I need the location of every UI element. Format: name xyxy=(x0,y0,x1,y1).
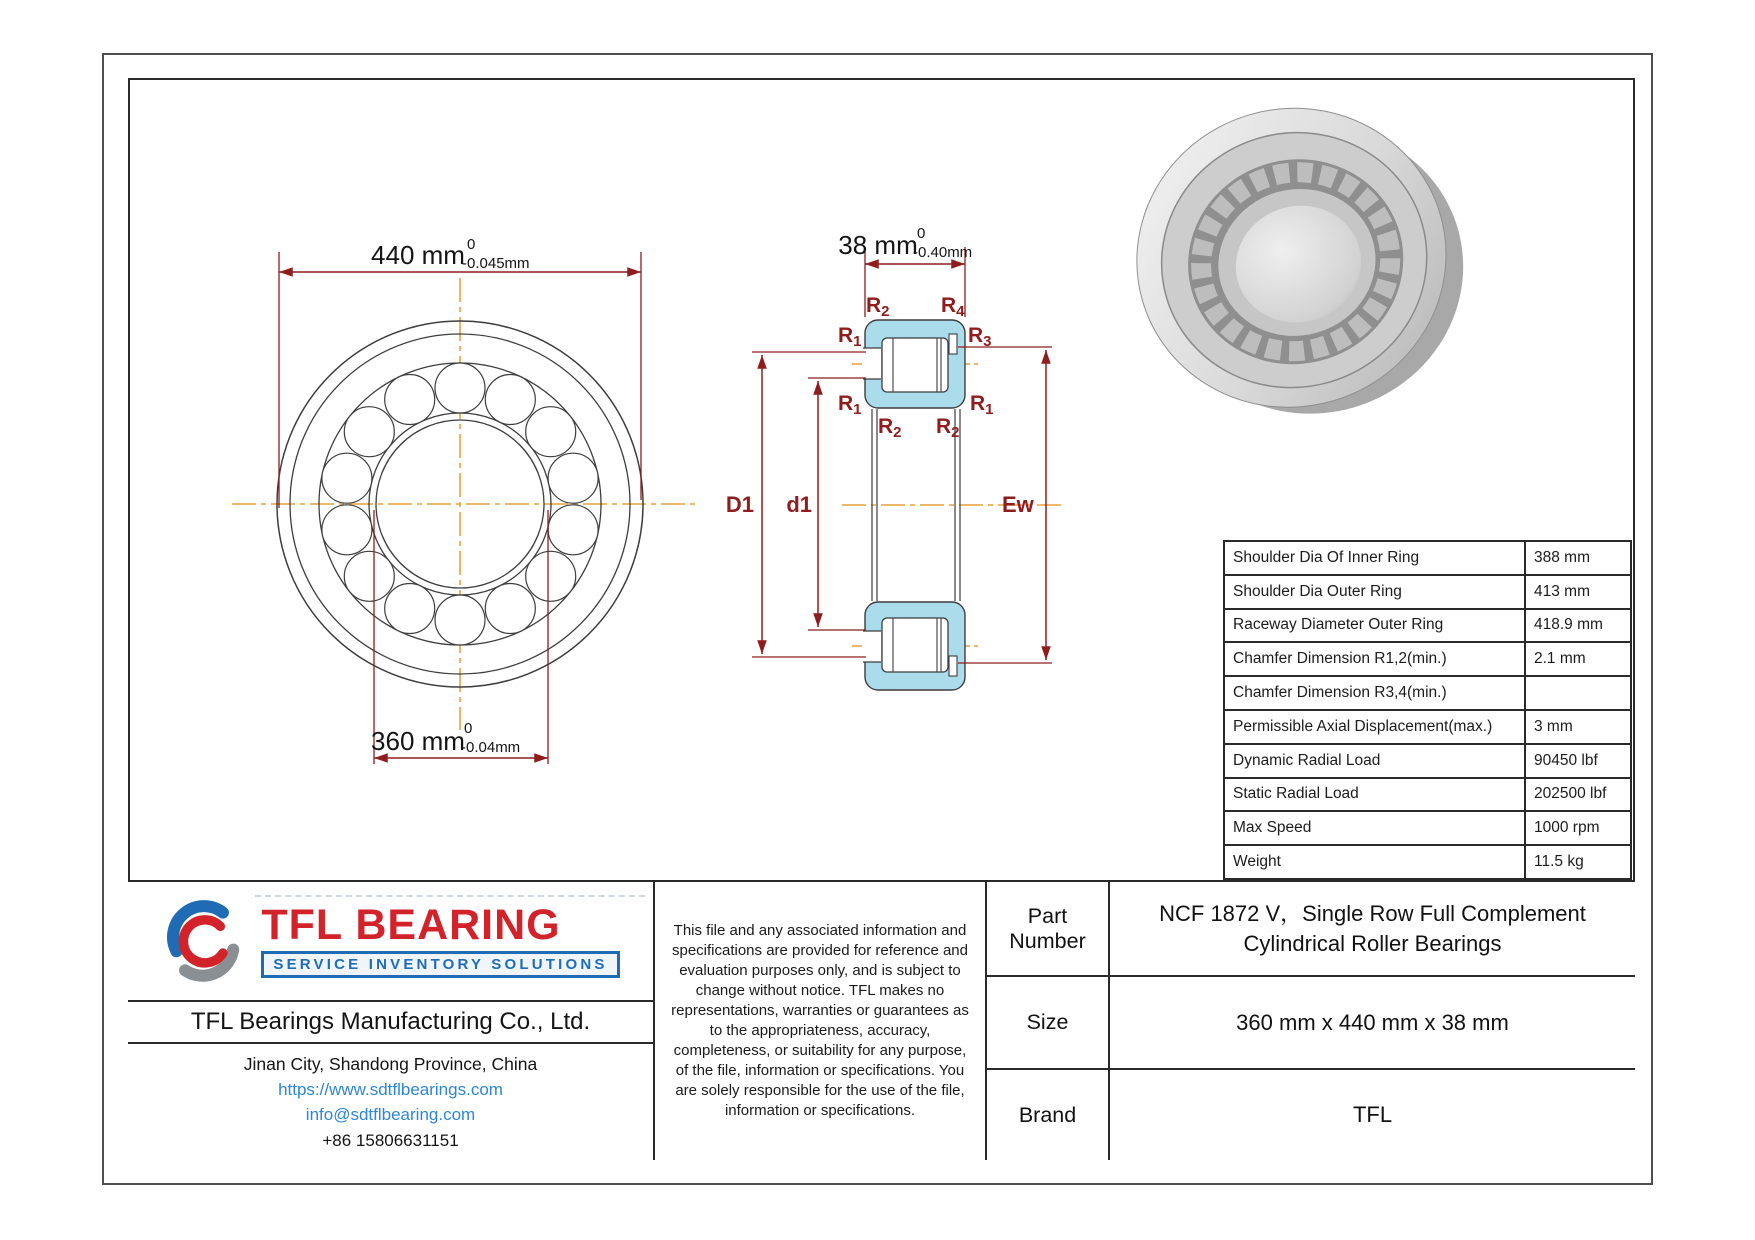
logo-subtitle: SERVICE INVENTORY SOLUTIONS xyxy=(261,951,619,978)
spec-table xyxy=(1223,540,1632,880)
svg-text:R2: R2 xyxy=(936,415,960,441)
table-row: Static Radial Load 202500 lbf xyxy=(1225,779,1630,813)
brand-value: TFL xyxy=(1352,1102,1393,1128)
svg-text:R2: R2 xyxy=(878,415,902,441)
svg-text:R1: R1 xyxy=(838,324,862,350)
brand-label-cell xyxy=(985,1068,1108,1160)
logo-cell xyxy=(128,880,655,1000)
label-D1: D1 xyxy=(725,492,754,517)
svg-text:R1: R1 xyxy=(970,392,994,418)
table-row: Chamfer Dimension R1,2(min.) 2.1 mm xyxy=(1225,643,1630,677)
dim-440-tol-upper: 0 xyxy=(467,236,476,253)
brand-label: Brand xyxy=(1018,1102,1077,1127)
bearing-3d-image xyxy=(1125,85,1465,435)
tfl-logo-icon xyxy=(161,898,247,984)
scan-noise-line xyxy=(255,895,645,897)
company-address: Jinan City, Shandong Province, China xyxy=(243,1053,538,1074)
table-row: Dynamic Radial Load 90450 lbf xyxy=(1225,745,1630,779)
part-number-label: Part Number xyxy=(1009,903,1086,953)
dim-440-tol-lower: -0.045mm xyxy=(462,255,530,272)
company-address-cell xyxy=(128,1042,655,1160)
dim-38-value: 38 mm xyxy=(838,230,918,260)
dim-360-tol-upper: 0 xyxy=(464,720,473,737)
disclaimer-cell xyxy=(655,880,985,1160)
disclaimer-text: This file and any associated information and specifications are provided for reference and evaluation purposes only, and is subject to change without notice. TFL makes no representations, warranties or guarantees as to the appropriateness, accuracy, completeness, or suitability for any purpose, of the file, information or specifications. You are solely responsible for the use of the file, information or specifications. xyxy=(671,922,969,1119)
label-Ew: Ew xyxy=(1002,492,1034,517)
svg-text:R3: R3 xyxy=(968,324,992,350)
dim-38-tol-upper: 0 xyxy=(917,225,926,242)
size-value-cell xyxy=(1108,975,1635,1068)
company-name: TFL Bearings Manufacturing Co., Ltd. xyxy=(190,1008,591,1035)
label-d1: d1 xyxy=(786,492,812,517)
dim-360-tol-lower: -0.04mm xyxy=(461,739,521,756)
size-label: Size xyxy=(1026,1010,1069,1034)
part-number-value-cell xyxy=(1108,880,1635,975)
website-link[interactable]: https://www.sdtflbearings.com xyxy=(278,1079,503,1099)
table-row: Chamfer Dimension R3,4(min.) xyxy=(1225,677,1630,711)
title-block xyxy=(128,880,1635,1160)
dim-440-value: 440 mm xyxy=(371,240,465,270)
logo-title: TFL BEARING xyxy=(261,901,561,949)
table-row: Shoulder Dia Outer Ring 413 mm xyxy=(1225,576,1630,610)
table-row: Shoulder Dia Of Inner Ring 388 mm xyxy=(1225,542,1630,576)
table-row: Permissible Axial Displacement(max.) 3 mm xyxy=(1225,711,1630,745)
svg-text:R1: R1 xyxy=(838,392,862,418)
phone-number: +86 15806631151 xyxy=(322,1130,459,1150)
table-row: Weight 11.5 kg xyxy=(1225,846,1630,878)
table-row: Raceway Diameter Outer Ring 418.9 mm xyxy=(1225,610,1630,644)
svg-text:R2: R2 xyxy=(866,294,890,320)
company-name-cell xyxy=(128,1000,655,1042)
size-label-cell xyxy=(985,975,1108,1068)
part-number-label-cell xyxy=(985,880,1108,975)
dim-360-value: 360 mm xyxy=(371,726,465,756)
size-value: 360 mm x 440 mm x 38 mm xyxy=(1236,1009,1509,1035)
email-link[interactable]: info@sdtflbearing.com xyxy=(305,1105,476,1125)
brand-value-cell xyxy=(1108,1068,1635,1160)
front-view xyxy=(232,278,700,730)
part-number-value: NCF 1872 V，Single Row Full Complement Cylindrical Roller Bearings xyxy=(1159,900,1586,956)
table-row: Max Speed 1000 rpm xyxy=(1225,812,1630,846)
svg-text:R4: R4 xyxy=(941,294,965,320)
dim-38-tol-lower: -0.40mm xyxy=(913,244,973,261)
